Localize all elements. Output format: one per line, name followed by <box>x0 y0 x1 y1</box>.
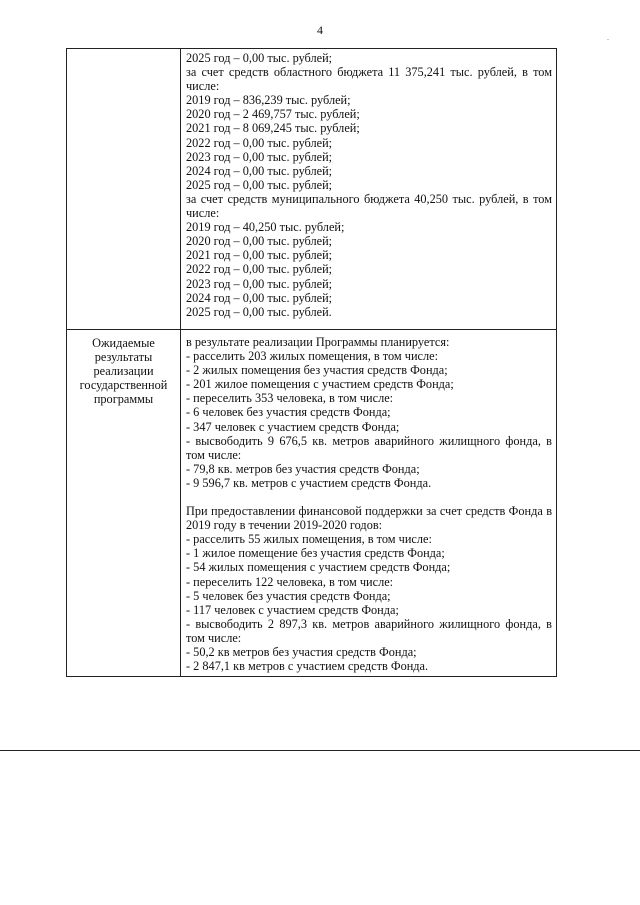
finance-line: 2025 год – 0,00 тыс. рублей. <box>186 304 332 319</box>
finance-line: 2024 год – 0,00 тыс. рублей; <box>186 290 333 305</box>
result-line: - переселить 122 человека, в том числе: <box>186 574 394 589</box>
result-line: - 1 жилое помещение без участия средств Фонда; <box>186 546 445 561</box>
finance-line: 2022 год – 0,00 тыс. рублей; <box>186 262 333 277</box>
scan-speck: . <box>607 33 609 42</box>
result-line: - 2 847,1 кв метров с участием средств Фонда. <box>186 659 429 674</box>
table-row-expected-results <box>67 330 557 677</box>
page-number: 4 <box>317 23 323 37</box>
result-line: - расселить 55 жилых помещения, в том числе: <box>186 532 432 547</box>
finance-line: 2024 год – 0,00 тыс. рублей; <box>186 163 333 178</box>
empty-label-cell <box>67 49 181 330</box>
finance-line: 2020 год – 0,00 тыс. рублей; <box>186 234 333 249</box>
finance-line: 2019 год – 40,250 тыс. рублей; <box>186 220 345 235</box>
program-passport-table <box>66 48 557 677</box>
result-line: в результате реализации Программы планируется: <box>186 335 450 349</box>
finance-line: за счет средств муниципального бюджета 40,250 тыс. рублей, в том числе: <box>186 191 552 221</box>
finance-line: 2023 год – 0,00 тыс. рублей; <box>186 149 333 164</box>
results-content-cell <box>181 330 557 677</box>
finance-line: за счет средств областного бюджета 11 375,241 тыс. рублей, в том числе: <box>186 65 552 94</box>
finance-line: 2025 год – 0,00 тыс. рублей; <box>186 51 333 65</box>
result-line: - расселить 203 жилых помещения, в том числе: <box>186 349 439 364</box>
result-line: - 347 человек с участием средств Фонда; <box>186 419 400 434</box>
result-line: При предоставлении финансовой поддержки за счет средств Фонда в 2019 году в течении 2019-2020 годов: <box>186 504 552 533</box>
table-row-financing <box>67 49 557 330</box>
finance-line: 2022 год – 0,00 тыс. рублей; <box>186 135 333 150</box>
result-line: - 5 человек без участия средств Фонда; <box>186 588 391 603</box>
result-line: - переселить 353 человека, в том числе: <box>186 391 394 406</box>
result-line: - 117 человек с участием средств Фонда; <box>186 602 399 617</box>
paragraph-gap <box>186 490 552 504</box>
result-line: - 201 жилое помещения с участием средств Фонда; <box>186 377 454 392</box>
finance-line: 2023 год – 0,00 тыс. рублей; <box>186 276 333 291</box>
result-line: - 6 человек без участия средств Фонда; <box>186 405 391 420</box>
bottom-rule <box>0 750 640 751</box>
results-label-cell <box>67 330 181 677</box>
results-label-text: Ожидаемые результаты реализации государственной программы <box>79 336 168 407</box>
finance-line: 2021 год – 0,00 тыс. рублей; <box>186 248 333 263</box>
finance-line: 2021 год – 8 069,245 тыс. рублей; <box>186 121 360 136</box>
result-line: - 50,2 кв метров без участия средств Фонда; <box>186 644 417 659</box>
finance-line: 2025 год – 0,00 тыс. рублей; <box>186 177 333 192</box>
result-line: - высвободить 9 676,5 кв. метров аварийного жилищного фонда, в том числе: <box>186 433 552 462</box>
finance-line: 2019 год – 836,239 тыс. рублей; <box>186 93 351 108</box>
result-line: - 2 жилых помещения без участия средств Фонда; <box>186 363 448 378</box>
result-line: - высвободить 2 897,3 кв. метров аварийного жилищного фонда, в том числе: <box>186 616 552 645</box>
result-line: - 9 596,7 кв. метров с участием средств Фонда. <box>186 475 432 490</box>
finance-line: 2020 год – 2 469,757 тыс. рублей; <box>186 107 360 122</box>
result-line: - 54 жилых помещения с участием средств Фонда; <box>186 560 451 575</box>
result-line: - 79,8 кв. метров без участия средств Фонда; <box>186 461 420 476</box>
financing-content-cell <box>181 49 557 330</box>
